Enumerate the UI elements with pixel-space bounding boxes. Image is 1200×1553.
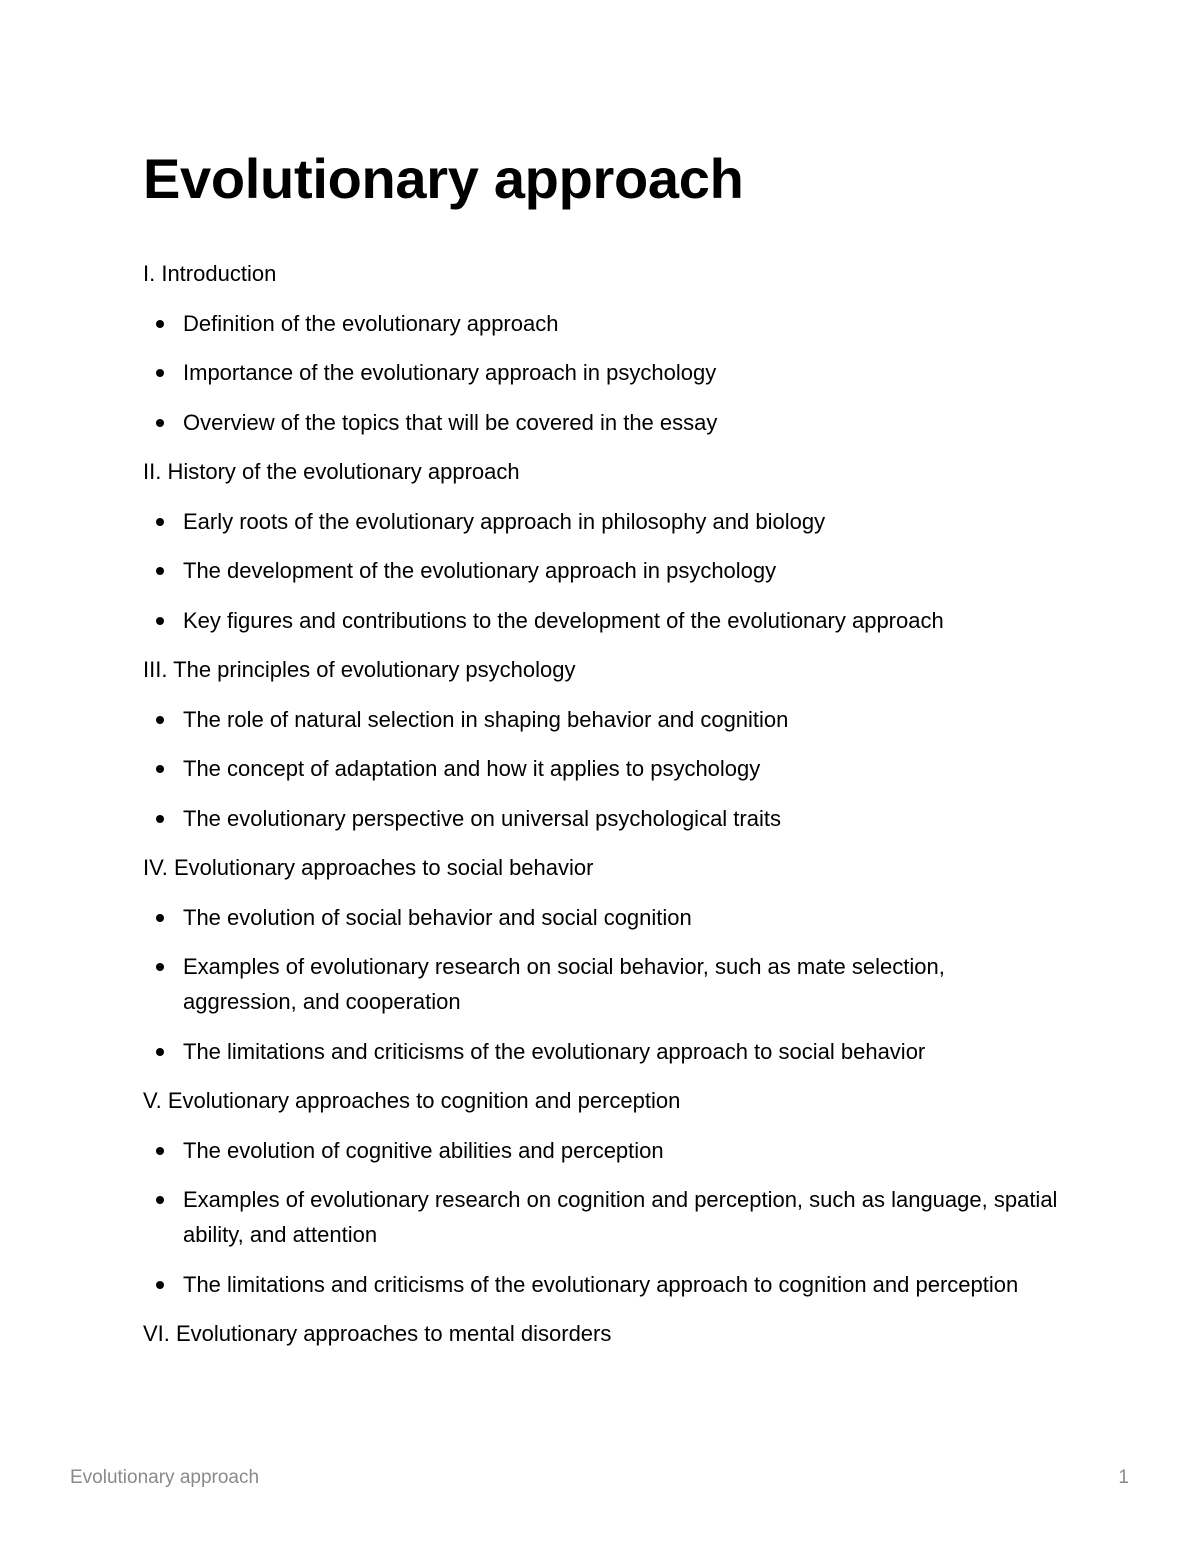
list-item-text: The evolution of social behavior and social cognition (183, 904, 692, 930)
list-item (143, 900, 1063, 935)
bullet-icon (156, 320, 164, 328)
list-item-text: The evolutionary perspective on universal psychological traits (183, 805, 781, 831)
list-item (143, 1133, 1063, 1168)
outline-section (143, 1316, 1063, 1351)
bullet-icon (156, 567, 164, 575)
outline-section (143, 454, 1063, 638)
list-item-text: Overview of the topics that will be covered in the essay (183, 409, 718, 435)
outline-section (143, 850, 1063, 1069)
list-item (143, 1267, 1063, 1302)
section-heading: V. Evolutionary approaches to cognition and perception (143, 1088, 681, 1113)
list-item-text: Definition of the evolutionary approach (183, 310, 559, 336)
list-item-text: The evolution of cognitive abilities and perception (183, 1137, 664, 1163)
list-item-text: Examples of evolutionary research on cognition and perception, such as language, spatial ability, and attention (183, 1187, 1058, 1247)
list-item-text: The limitations and criticisms of the evolutionary approach to cognition and perception (183, 1271, 1019, 1297)
list-item (143, 603, 1063, 638)
list-item (143, 306, 1063, 341)
outline-section (143, 256, 1063, 440)
list-item (143, 1182, 1063, 1252)
outline-section (143, 652, 1063, 836)
bullet-icon (156, 518, 164, 526)
section-heading: IV. Evolutionary approaches to social behavior (143, 855, 594, 880)
outline-section (143, 1083, 1063, 1302)
list-item-text: Importance of the evolutionary approach in psychology (183, 360, 717, 385)
bullet-icon (156, 617, 164, 625)
bullet-icon (156, 1048, 164, 1056)
bullet-icon (156, 1196, 164, 1204)
list-item-text: The limitations and criticisms of the evolutionary approach to social behavior (183, 1038, 926, 1064)
bullet-list (143, 1133, 1063, 1302)
bullet-icon (156, 369, 164, 377)
bullet-icon (156, 815, 164, 823)
list-item (143, 355, 1063, 390)
bullet-list (143, 504, 1063, 638)
bullet-icon (156, 716, 164, 724)
page-title: Evolutionary approach (143, 147, 744, 210)
list-item-text: The development of the evolutionary approach in psychology (183, 558, 777, 583)
bullet-icon (156, 765, 164, 773)
footer-title: Evolutionary approach (70, 1467, 260, 1488)
list-item (143, 949, 1063, 1019)
page-number: 1 (1118, 1467, 1129, 1488)
list-item-text: Examples of evolutionary research on social behavior, such as mate selection, aggression, and cooperation (183, 954, 945, 1014)
bullet-list (143, 702, 1063, 836)
list-item (143, 702, 1063, 737)
list-item-text: Early roots of the evolutionary approach in philosophy and biology (183, 508, 826, 534)
section-heading: I. Introduction (143, 261, 277, 286)
bullet-icon (156, 1281, 164, 1289)
bullet-icon (156, 914, 164, 922)
bullet-icon (156, 419, 164, 427)
list-item-text: The concept of adaptation and how it applies to psychology (183, 756, 761, 781)
list-item-text: Key figures and contributions to the development of the evolutionary approach (183, 607, 944, 633)
bullet-list (143, 900, 1063, 1069)
section-heading: II. History of the evolutionary approach (143, 459, 520, 484)
bullet-icon (156, 963, 164, 971)
section-heading: III. The principles of evolutionary psychology (143, 657, 576, 682)
list-item (143, 405, 1063, 440)
list-item (143, 751, 1063, 786)
outline (143, 256, 1063, 1366)
bullet-icon (156, 1147, 164, 1155)
list-item (143, 504, 1063, 539)
list-item (143, 801, 1063, 836)
list-item-text: The role of natural selection in shaping behavior and cognition (183, 706, 789, 732)
section-heading: VI. Evolutionary approaches to mental disorders (143, 1321, 612, 1346)
list-item (143, 1034, 1063, 1069)
bullet-list (143, 306, 1063, 440)
list-item (143, 553, 1063, 588)
